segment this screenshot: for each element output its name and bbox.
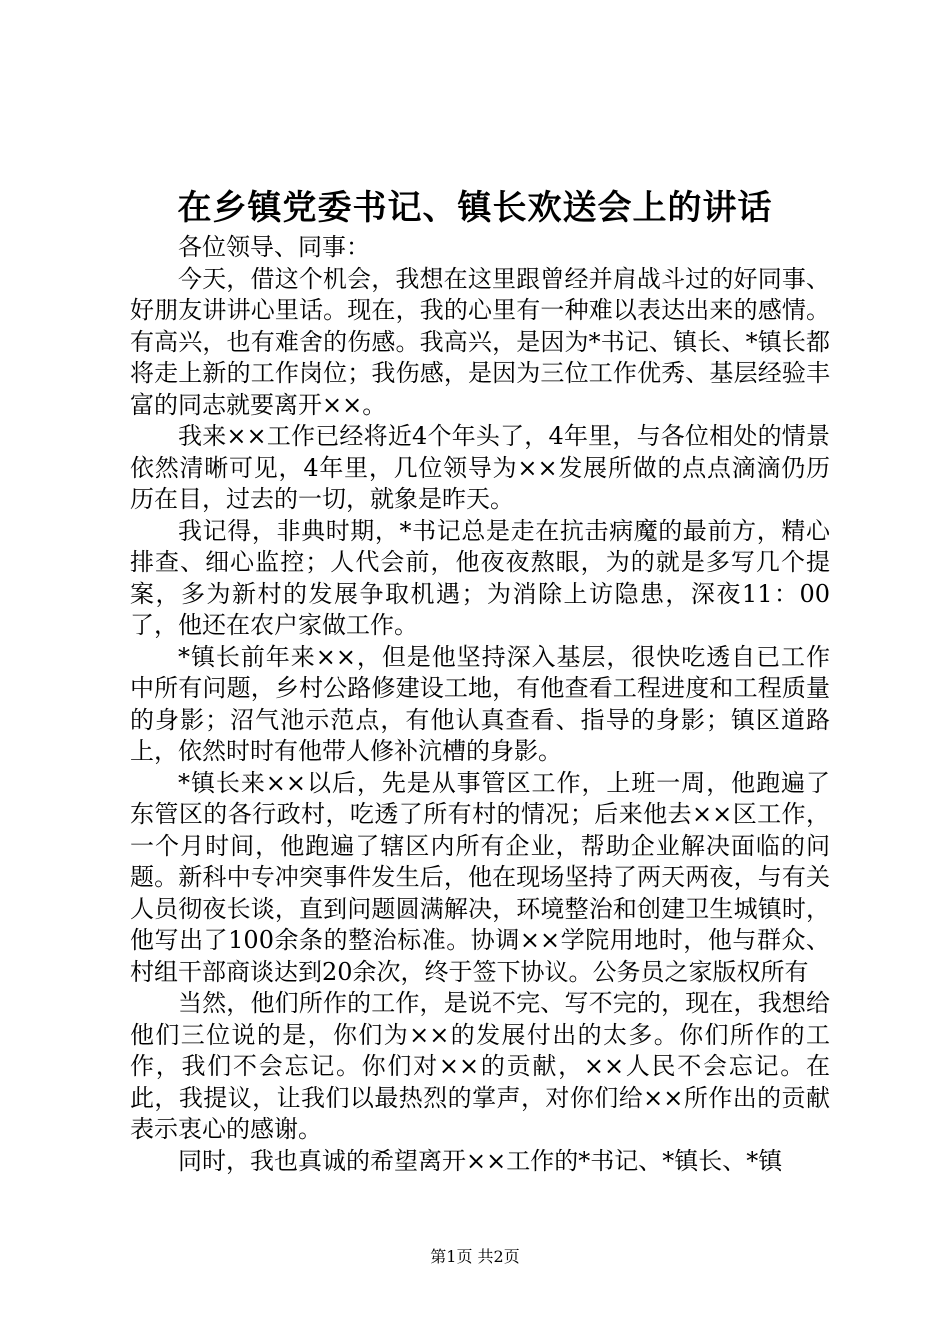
salutation: 各位领导、同事： bbox=[178, 233, 370, 261]
paragraph-6: 当然，他们所作的工作，是说不完、写不完的，现在，我想给他们三位说的是，你们为××的发展付出的太多。你们所作的工作，我们不会忘记。你们对××的贡献，××人民不会忘记。在此，我提议，让我们以最热烈的掌声，对你们给××所作出的贡献表示衷心的感谢。 bbox=[130, 989, 830, 1143]
page-number-footer: 第1页 共2页 bbox=[430, 1247, 520, 1266]
paragraph-2: 我来××工作已经将近4个年头了，4年里，与各位相处的情景依然清晰可见，4年里，几位领导为××发展所做的点点滴滴仍历历在目，过去的一切，就象是昨天。 bbox=[130, 422, 830, 513]
paragraph-7: 同时，我也真诚的希望离开××工作的*书记、*镇长、*镇 bbox=[178, 1146, 783, 1175]
paragraph-1: 今天，借这个机会，我想在这里跟曾经并肩战斗过的好同事、好朋友讲讲心里话。现在，我的心里有一种难以表达出来的感情。有高兴，也有难舍的伤感。我高兴，是因为*书记、镇长、*镇长都将走上新的工作岗位；我伤感，是因为三位工作优秀、基层经验丰富的同志就要离开××。 bbox=[130, 264, 830, 419]
paragraph-3: 我记得，非典时期，*书记总是走在抗击病魔的最前方，精心排查、细心监控；人代会前，他夜夜熬眼，为的就是多写几个提案，多为新村的发展争取机遇；为消除上访隐患，深夜11：00了，他还在农户家做工作。 bbox=[130, 516, 830, 639]
document-body bbox=[130, 232, 830, 1177]
paragraph-4: *镇长前年来××，但是他坚持深入基层，很快吃透自已工作中所有问题，乡村公路修建设工地，有他查看工程进度和工程质量的身影；沼气池示范点，有他认真查看、指导的身影；镇区道路上，依然时时有他带人修补沆槽的身影。 bbox=[130, 642, 830, 765]
document-title: 在乡镇党委书记、镇长欢送会上的讲话 bbox=[177, 188, 773, 228]
paragraph-5: *镇长来××以后，先是从事管区工作，上班一周，他跑遍了东管区的各行政村，吃透了所有村的情况；后来他去××区工作，一个月时间，他跑遍了辖区内所有企业，帮助企业解决面临的问题。新科中专冲突事件发生后，他在现场坚持了两天两夜，与有关人员彻夜长谈，直到问题圆满解决，环境整治和创建卫生城镇时，他写出了100余条的整治标准。协调××学院用地时，他与群众、村组干部商谈达到20余次，终于签下协议。公务员之家版权所有 bbox=[130, 768, 830, 986]
